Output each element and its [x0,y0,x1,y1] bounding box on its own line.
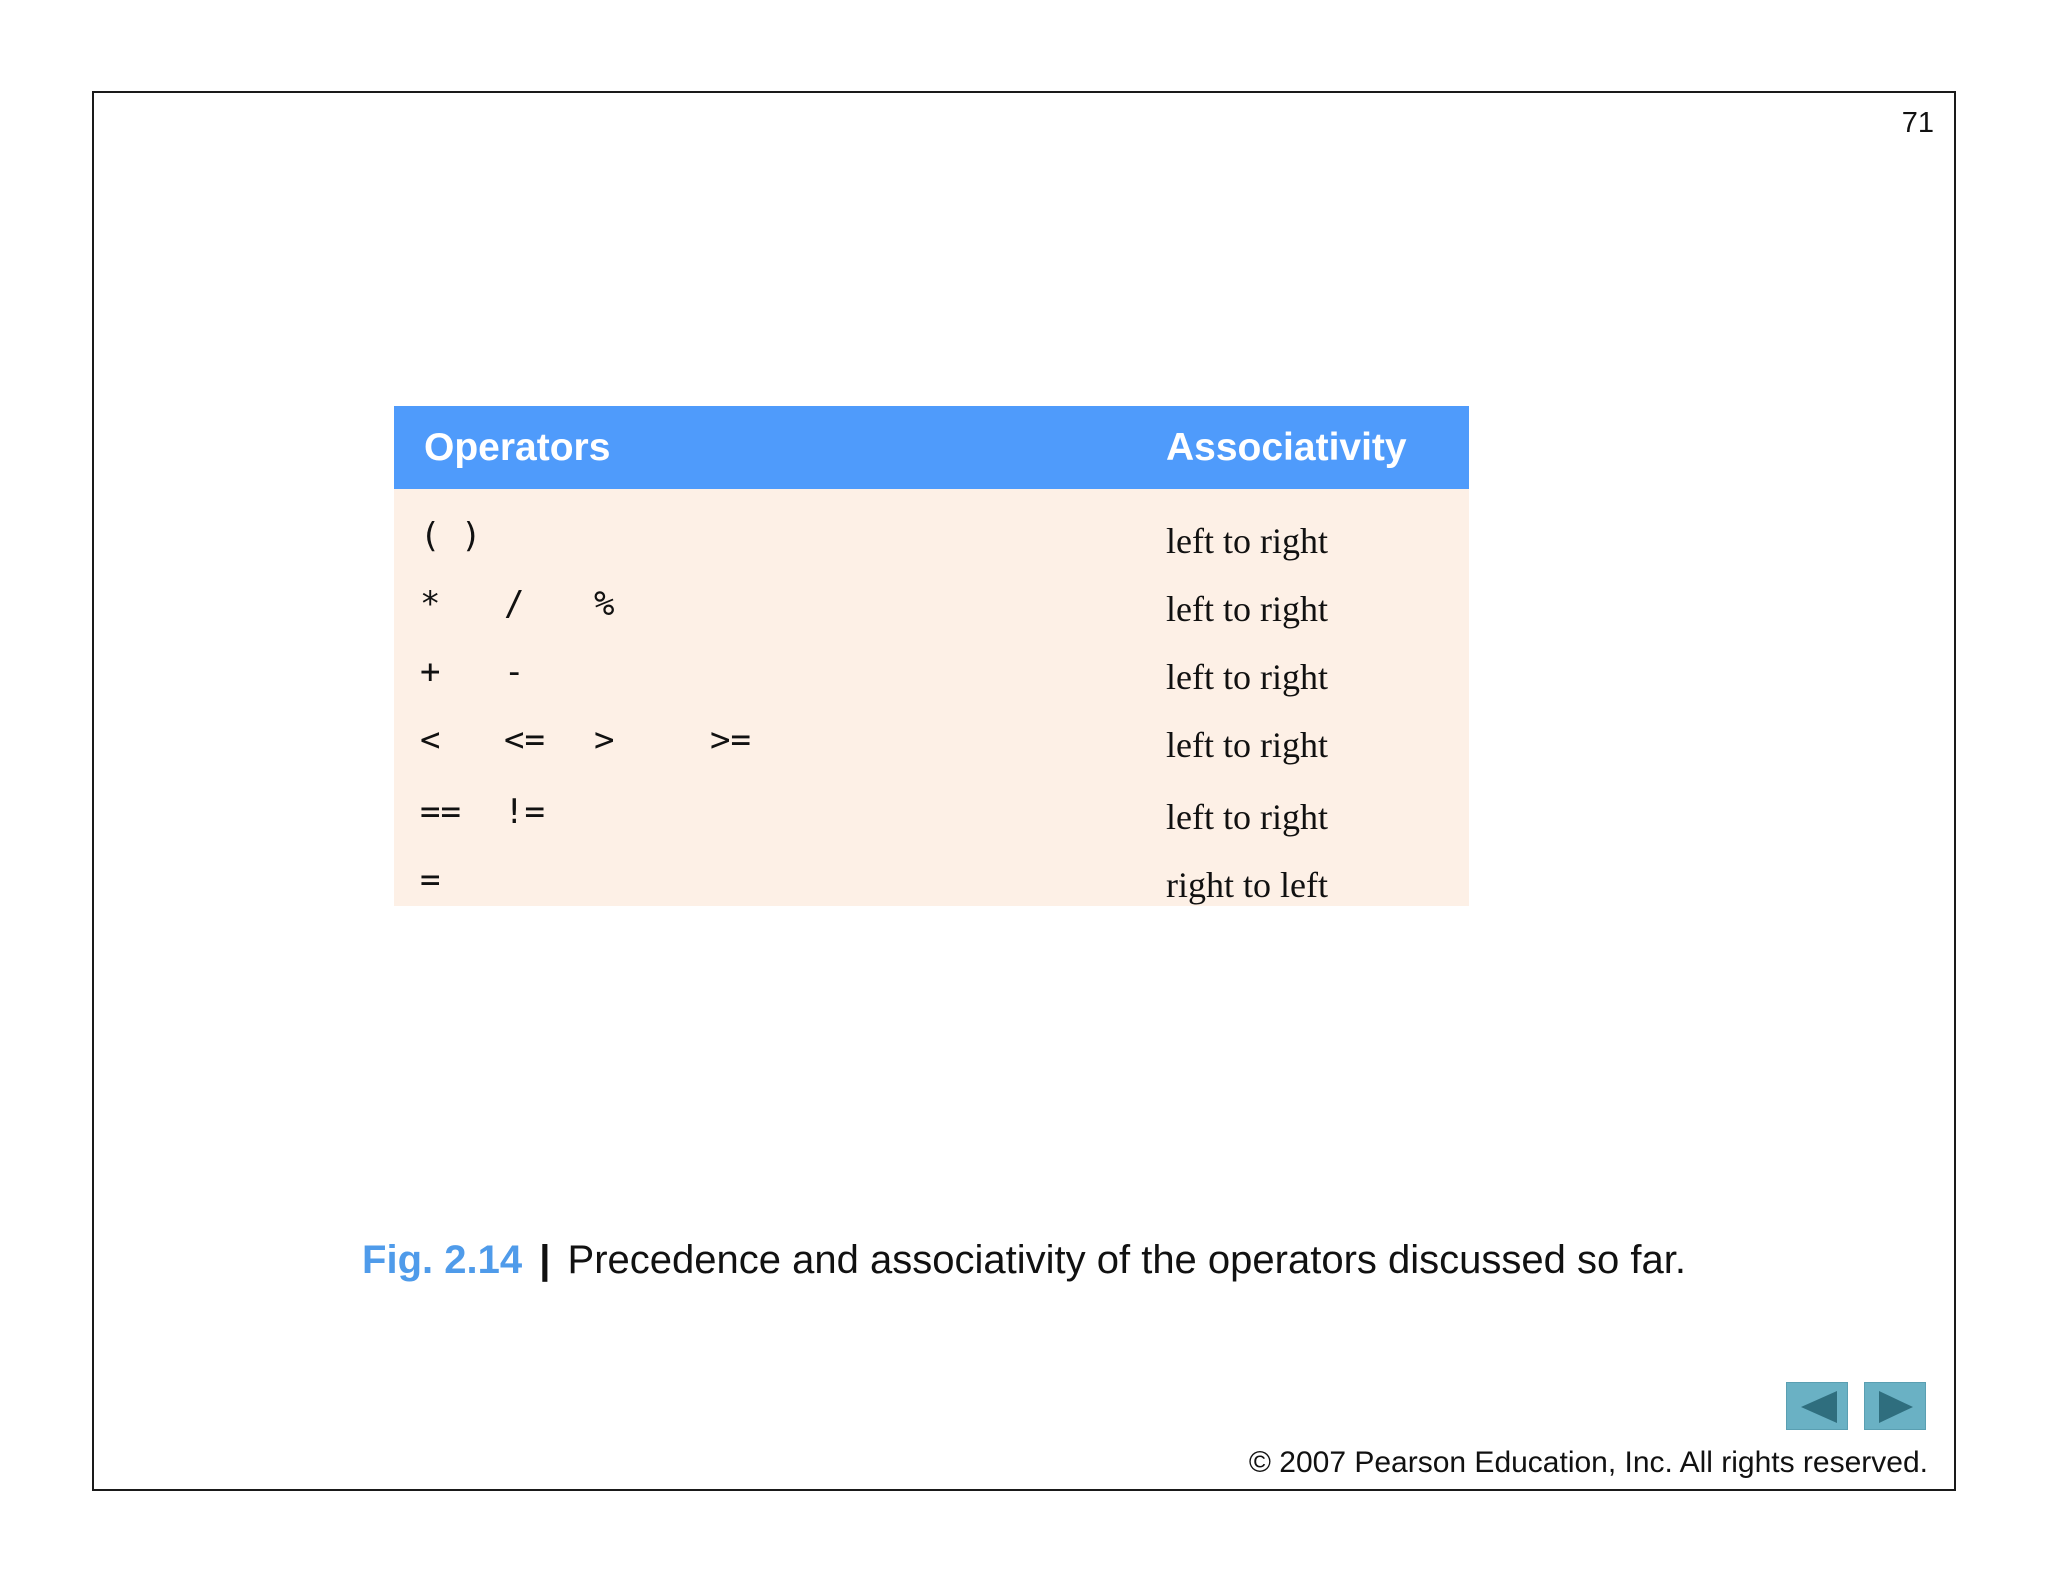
associativity-cell: left to right [1166,797,1328,837]
table-row [394,782,1469,842]
header-associativity: Associativity [1166,426,1407,469]
operator-cell: > [594,720,615,760]
operator-cell: < [420,720,441,760]
table-row [394,574,1469,634]
associativity-cell: left to right [1166,521,1328,561]
operator-cell: + [420,652,441,692]
triangle-left-icon [1787,1383,1849,1431]
associativity-cell: left to right [1166,657,1328,697]
next-slide-button[interactable] [1864,1382,1926,1430]
operator-cell: == [420,792,461,832]
operator-cell: >= [710,720,751,760]
operator-cell: - [504,652,525,692]
associativity-cell: right to left [1166,865,1328,905]
associativity-cell: left to right [1166,589,1328,629]
table-row [394,506,1469,566]
previous-slide-button[interactable] [1786,1382,1848,1430]
associativity-cell: left to right [1166,725,1328,765]
operator-cell: != [504,792,545,832]
copyright-notice: © 2007 Pearson Education, Inc. All rights reserved. [1248,1446,1928,1479]
operator-cell: * [420,584,441,624]
operator-cell: <= [504,720,545,760]
operator-cell: ( ) [420,516,482,556]
table-row [394,642,1469,702]
operator-cell: % [594,584,615,624]
header-operators: Operators [424,426,611,469]
figure-label: Fig. 2.14 [362,1238,523,1282]
caption-separator: | [539,1238,551,1282]
table-header [394,406,1469,489]
operator-cell: / [504,584,525,624]
table-row [394,710,1469,770]
triangle-right-icon [1865,1383,1927,1431]
operator-cell: = [420,860,441,900]
table-row [394,850,1469,910]
page-number: 71 [1901,107,1934,139]
figure-caption [0,1238,2048,1283]
caption-text: Precedence and associativity of the operators discussed so far. [567,1238,1686,1282]
operator-table [394,406,1469,906]
